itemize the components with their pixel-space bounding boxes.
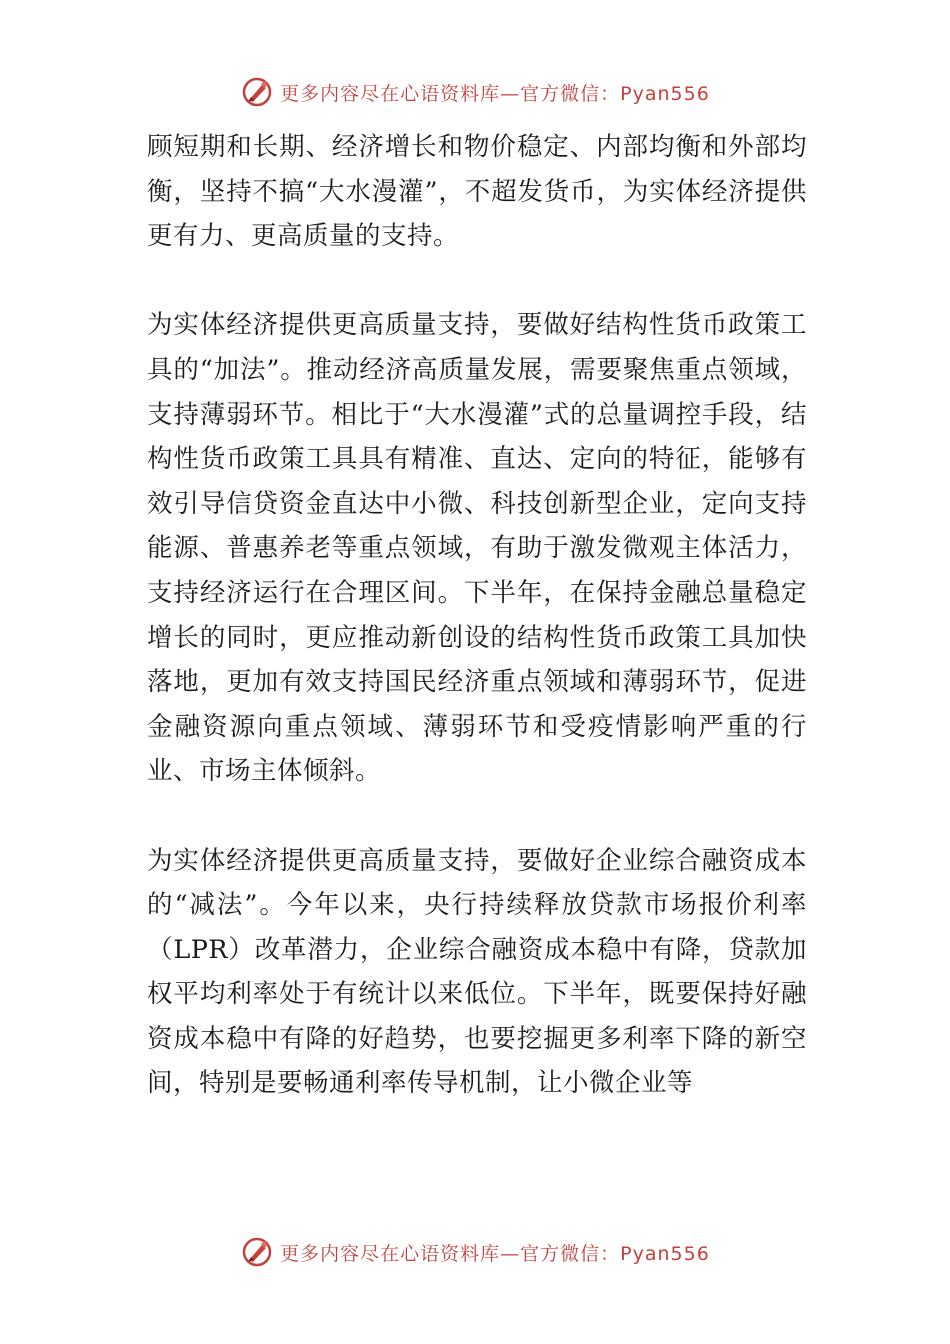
- logo-icon: [240, 75, 274, 109]
- watermark-cn-text: 更多内容尽在心语资料库—官方微信：: [280, 82, 621, 105]
- watermark-wechat-id: Pyan556: [620, 1242, 710, 1265]
- footer-watermark: [0, 1232, 950, 1272]
- watermark-wechat-id: Pyan556: [620, 82, 710, 105]
- watermark-cn-text: 更多内容尽在心语资料库—官方微信：: [280, 1242, 621, 1265]
- paragraph-2: 为实体经济提供更高质量支持，要做好结构性货币政策工具的“加法”。推动经济高质量发展，需要聚焦重点领域，支持薄弱环节。相比于“大水漫灌”式的总量调控手段，结构性货币政策工具具有精准、直达、定向的特征，能够有效引导信贷资金直达中小微、科技创新型企业，定向支持能源、普惠养老等重点领域，有助于激发微观主体活力，支持经济运行在合理区间。下半年，在保持金融总量稳定增长的同时，更应推动新创设的结构性货币政策工具加快落地，更加有效支持国民经济重点领域和薄弱环节，促进金融资源向重点领域、薄弱环节和受疫情影响严重的行业、市场主体倾斜。: [147, 310, 807, 787]
- header-watermark: [0, 72, 950, 112]
- watermark-text: [280, 79, 710, 106]
- watermark-text: [280, 1239, 710, 1266]
- paragraph-1: 顾短期和长期、经济增长和物价稳定、内部均衡和外部均衡，坚持不搞“大水漫灌”，不超发货币，为实体经济提供更有力、更高质量的支持。: [147, 132, 807, 252]
- document-body: [147, 125, 807, 1106]
- logo-icon: [240, 1235, 274, 1269]
- paragraph-3: 为实体经济提供更高质量支持，要做好企业综合融资成本的“减法”。今年以来，央行持续释放贷款市场报价利率（LPR）改革潜力，企业综合融资成本稳中有降，贷款加权平均利率处于有统计以来低位。下半年，既要保持好融资成本稳中有降的好趋势，也要挖掘更多利率下降的新空间，特别是要畅通利率传导机制，让小微企业等: [147, 845, 807, 1099]
